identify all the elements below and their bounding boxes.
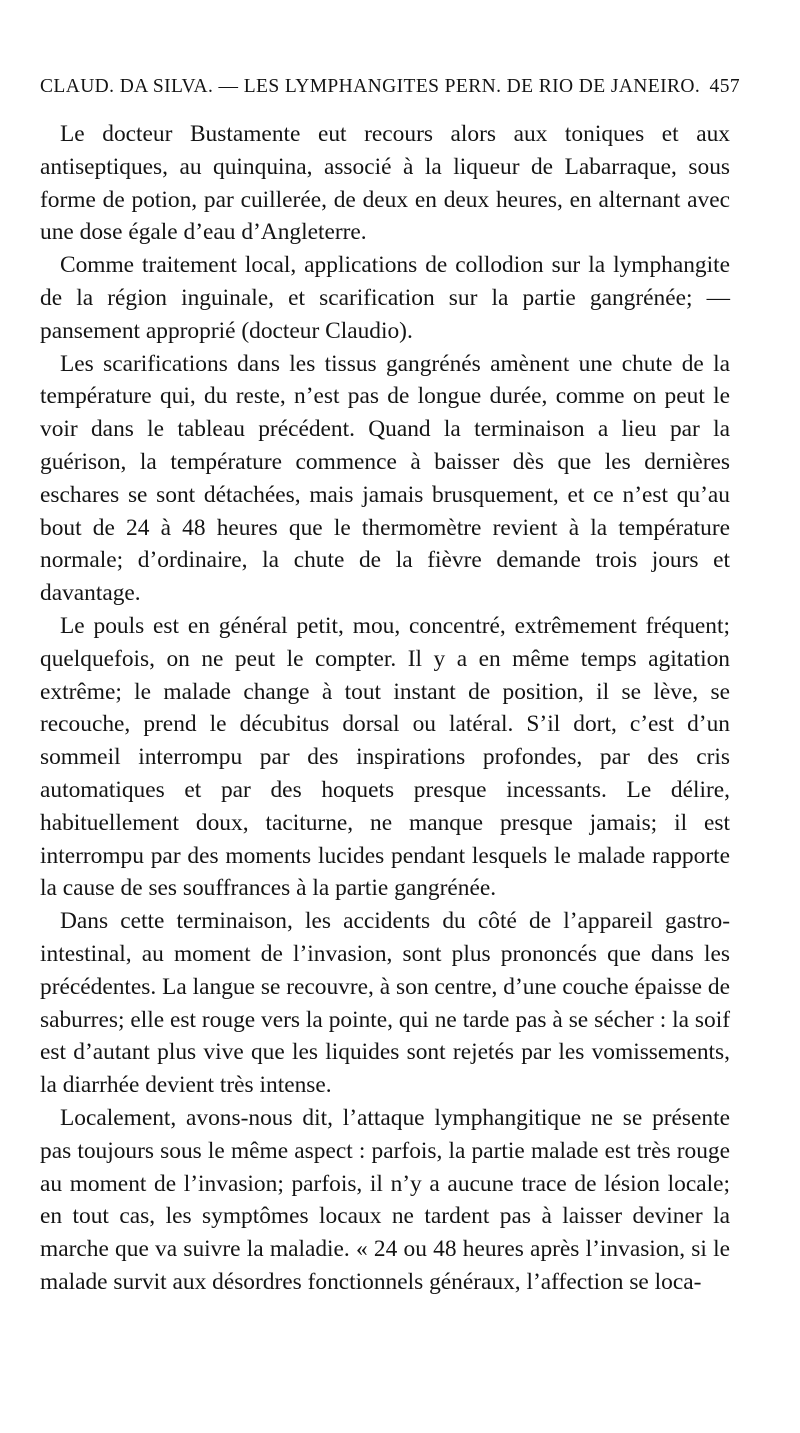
paragraph-pulse-delirium: Le pouls est en général petit, mou, concentré, extrêmement fréquent; quelquefois, on ne peut le compter. Il y a en même temps agitation extrême; le malade change à tout instant de position, il se lève, se recouche, prend le décubitus dorsal ou latéral. S’il dort, c’est d’un sommeil interrompu par des inspirations profondes, par des cris automatiques et par des hoquets presque incessants. Le délire, habituellement doux, taciturne, ne manque presque jamais; il est interrompu par des moments lucides pendant lesquels le malade rapporte la cause de ses souffrances à la partie gangrénée. <box>40 612 730 902</box>
running-title: CLAUD. DA SILVA. — LES LYMPHANGITES PERN. DE RIO DE JANEIRO. <box>40 76 701 97</box>
paragraph-local-symptoms: Localement, avons-nous dit, l’attaque lymphangitique ne se présente pas toujours sous le même aspect : parfois, la partie malade est très rouge au moment de l’invasion; parfois, il n’y a aucune trace de lésion locale; en tout cas, les symptômes locaux ne tardent pas à laisser deviner la marche que va suivre la maladie. « 24 ou 48 heures après l’invasion, si le malade survit aux désordres fonctionnels généraux, l’affection se loca- <box>40 1104 730 1295</box>
page-number: 457 <box>709 76 740 97</box>
running-header <box>40 76 740 98</box>
paragraph-treatment-tonics: Le docteur Bustamente eut recours alors aux toniques et aux antiseptiques, au quinquina, associé à la liqueur de Labarraque, sous forme de potion, par cuillerée, de deux en deux heures, en alternant avec une dose égale d’eau d’Angleterre. <box>40 121 730 246</box>
paragraph-local-treatment: Comme traitement local, applications de collodion sur la lymphangite de la région inguinale, et scarification sur la partie gangrénée; — pansement approprié (docteur Claudio). <box>40 252 730 344</box>
paragraph-gastro-intestinal: Dans cette terminaison, les accidents du côté de l’appareil gastro-intestinal, au moment de l’invasion, sont plus prononcés que dans les précédentes. La langue se recouvre, à son centre, d’une couche épaisse de saburres; elle est rouge vers la pointe, qui ne tarde pas à se sécher : la soif est d’autant plus vive que les liquides sont rejetés par les vomissements, la diarrhée devient très intense. <box>40 908 730 1099</box>
body-text <box>40 118 730 1299</box>
paragraph-scarifications-temperature: Les scarifications dans les tissus gangrénés amènent une chute de la température qui, du reste, n’est pas de longue durée, comme on peut le voir dans le tableau précédent. Quand la terminaison a lieu par la guérison, la température commence à baisser dès que les dernières eschares se sont détachées, mais jamais brusquement, et ce n’est qu’au bout de 24 à 48 heures que le thermomètre revient à la température normale; d’ordinaire, la chute de la fièvre demande trois jours et davantage. <box>40 350 730 607</box>
